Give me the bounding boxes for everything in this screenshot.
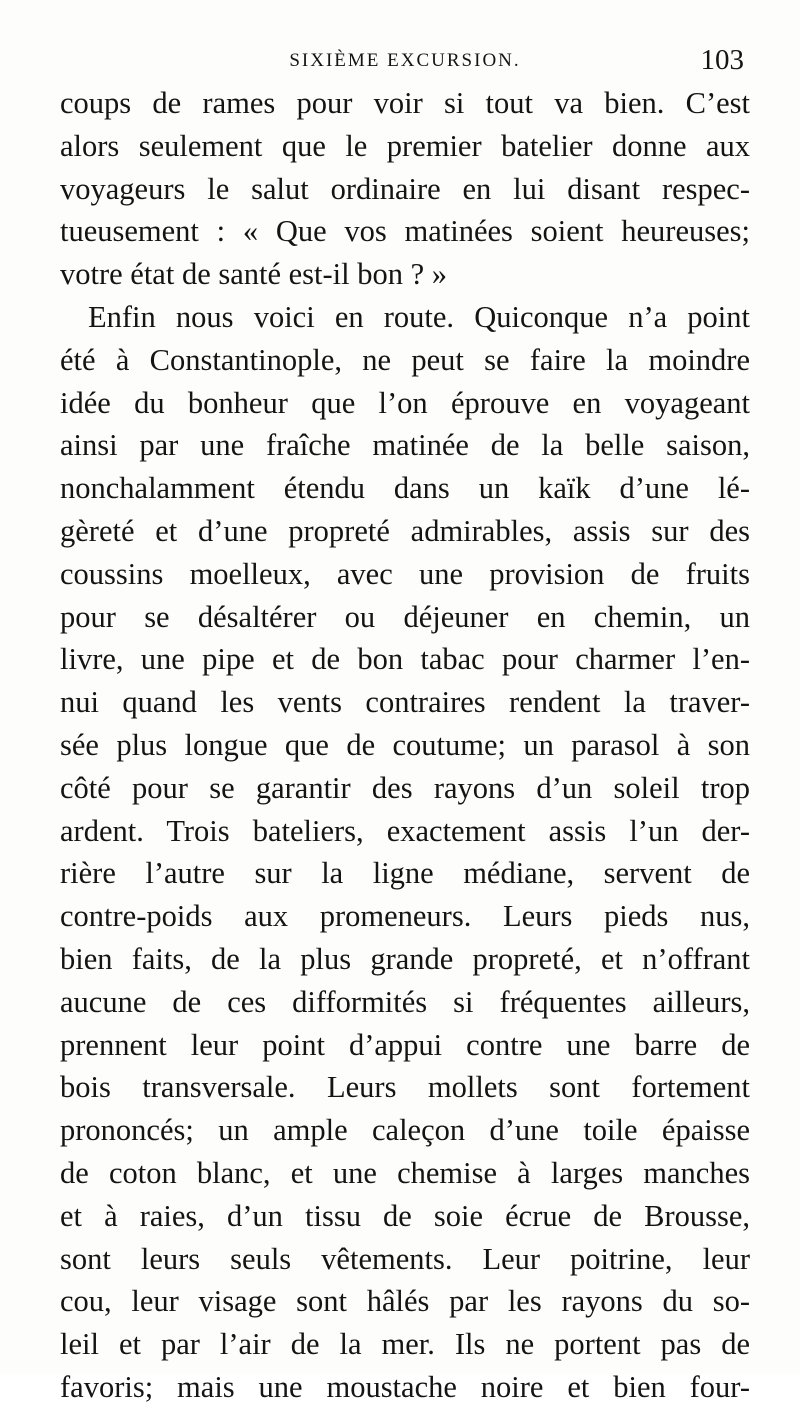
text-line: prennent leur point d’appui contre une barre de <box>60 1027 750 1062</box>
text-line: sont leurs seuls vêtements. Leur poitrine, leur <box>60 1241 750 1276</box>
text-line: coussins moelleux, avec une provision de fruits <box>60 556 750 591</box>
text-line: sée plus longue que de coutume; un parasol à son <box>60 727 750 762</box>
text-line: cou, leur visage sont hâlés par les rayons du so- <box>60 1284 750 1319</box>
text-line: bois transversale. Leurs mollets sont fortement <box>60 1070 750 1105</box>
text-line: alors seulement que le premier batelier donne aux <box>60 128 750 163</box>
running-title: SIXIÈME EXCURSION. <box>289 50 521 71</box>
text-line: bien faits, de la plus grande propreté, et n’offrant <box>60 941 750 976</box>
text-line: prononcés; un ample caleçon d’une toile épaisse <box>60 1113 750 1148</box>
text-line: été à Constantinople, ne peut se faire la moindre <box>60 342 750 377</box>
text-line: pour se désaltérer ou déjeuner en chemin, un <box>60 599 750 634</box>
text-line: aucune de ces difformités si fréquentes ailleurs, <box>60 984 750 1019</box>
text-line: contre-poids aux promeneurs. Leurs pieds nus, <box>60 899 750 934</box>
text-line: Enfin nous voici en route. Quiconque n’a point <box>88 299 750 334</box>
text-line: favoris; mais une moustache noire et bien four- <box>60 1369 750 1404</box>
text-line: ainsi par une fraîche matinée de la belle saison, <box>60 428 750 463</box>
text-line: et à raies, d’un tissu de soie écrue de Brousse, <box>60 1198 750 1233</box>
text-line: livre, une pipe et de bon tabac pour charmer l’en- <box>60 642 750 677</box>
text-line: rière l’autre sur la ligne médiane, servent de <box>60 856 750 891</box>
body-text <box>60 82 750 1409</box>
text-line: votre état de santé est-il bon ? » <box>60 257 448 292</box>
paragraph-1 <box>60 82 750 296</box>
paragraph-2 <box>60 296 750 1409</box>
text-line: nonchalamment étendu dans un kaïk d’une lé- <box>60 471 750 506</box>
text-line: voyageurs le salut ordinaire en lui disant respec- <box>60 171 750 206</box>
text-line: tueusement : « Que vos matinées soient heureuses; <box>60 214 750 249</box>
page-header <box>60 44 750 84</box>
text-line: ardent. Trois bateliers, exactement assis l’un der- <box>60 813 750 848</box>
text-line: idée du bonheur que l’on éprouve en voyageant <box>60 385 750 420</box>
text-line: gèreté et d’une propreté admirables, assis sur des <box>60 513 750 548</box>
text-line: nui quand les vents contraires rendent la traver- <box>60 685 750 720</box>
text-line: côté pour se garantir des rayons d’un soleil trop <box>60 770 750 805</box>
text-line: de coton blanc, et une chemise à larges manches <box>60 1155 750 1190</box>
text-line: coups de rames pour voir si tout va bien. C’est <box>60 86 750 120</box>
page-number: 103 <box>700 44 744 76</box>
text-line: leil et par l’air de la mer. Ils ne portent pas de <box>60 1327 750 1362</box>
